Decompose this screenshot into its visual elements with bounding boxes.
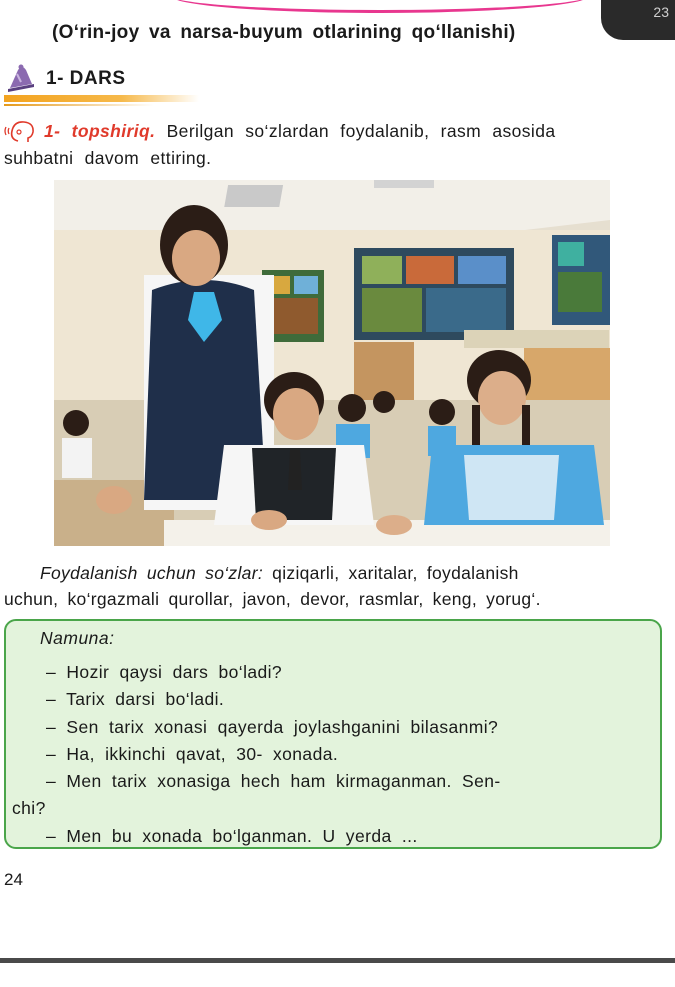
section-subtitle: (O‘rin-joy va narsa-buyum otlarining qo‘llanishi) xyxy=(52,22,516,43)
dialog-line: – Men tarix xonasiga hech ham kirmaganman. Sen- xyxy=(46,771,501,792)
corner-page-number: 23 xyxy=(653,4,669,20)
dialog-line: chi? xyxy=(12,798,46,819)
dialog-line: – Sen tarix xonasi qayerda joylashganini bilasanmi? xyxy=(46,716,499,737)
listening-head-icon xyxy=(4,119,40,143)
lesson-underline xyxy=(4,95,199,102)
lesson-title: 1- DARS xyxy=(46,68,126,89)
task-text-line2: suhbatni davom ettiring. xyxy=(4,148,212,168)
classroom-photo xyxy=(54,180,610,546)
example-title: Namuna: xyxy=(40,628,115,648)
task-paragraph xyxy=(4,118,664,172)
bottom-rule xyxy=(0,958,675,963)
dialog-line: – Ha, ikkinchi qavat, 30- xonada. xyxy=(46,743,339,764)
example-dialog xyxy=(6,659,654,850)
useful-words-line2: uchun, ko‘rgazmali qurollar, javon, devor, rasmlar, keng, yorug‘. xyxy=(4,589,541,609)
useful-words-label: Foydalanish uchun so‘zlar: xyxy=(40,563,263,583)
classroom-illustration xyxy=(54,180,610,546)
dialog-line: – Hozir qaysi dars bo‘ladi? xyxy=(46,662,283,682)
bell-icon xyxy=(4,62,38,92)
dialog-line: – Men bu xonada bo‘lganman. U yerda ... xyxy=(46,825,418,846)
task-text-line1: Berilgan so‘zlardan foydalanib, rasm asosida xyxy=(166,121,556,141)
lesson-heading xyxy=(4,62,284,92)
decorative-top-arc xyxy=(170,0,590,13)
task-label: 1- topshiriq. xyxy=(44,121,156,141)
page-number: 24 xyxy=(4,870,23,889)
lesson-underline-thin xyxy=(4,104,154,106)
dialog-line: – Tarix darsi bo‘ladi. xyxy=(46,689,225,710)
useful-words-paragraph xyxy=(4,560,662,612)
example-box xyxy=(4,619,662,849)
useful-words-line1: qiziqarli, xaritalar, foydalanish xyxy=(272,563,519,583)
corner-page-tab xyxy=(601,0,675,40)
